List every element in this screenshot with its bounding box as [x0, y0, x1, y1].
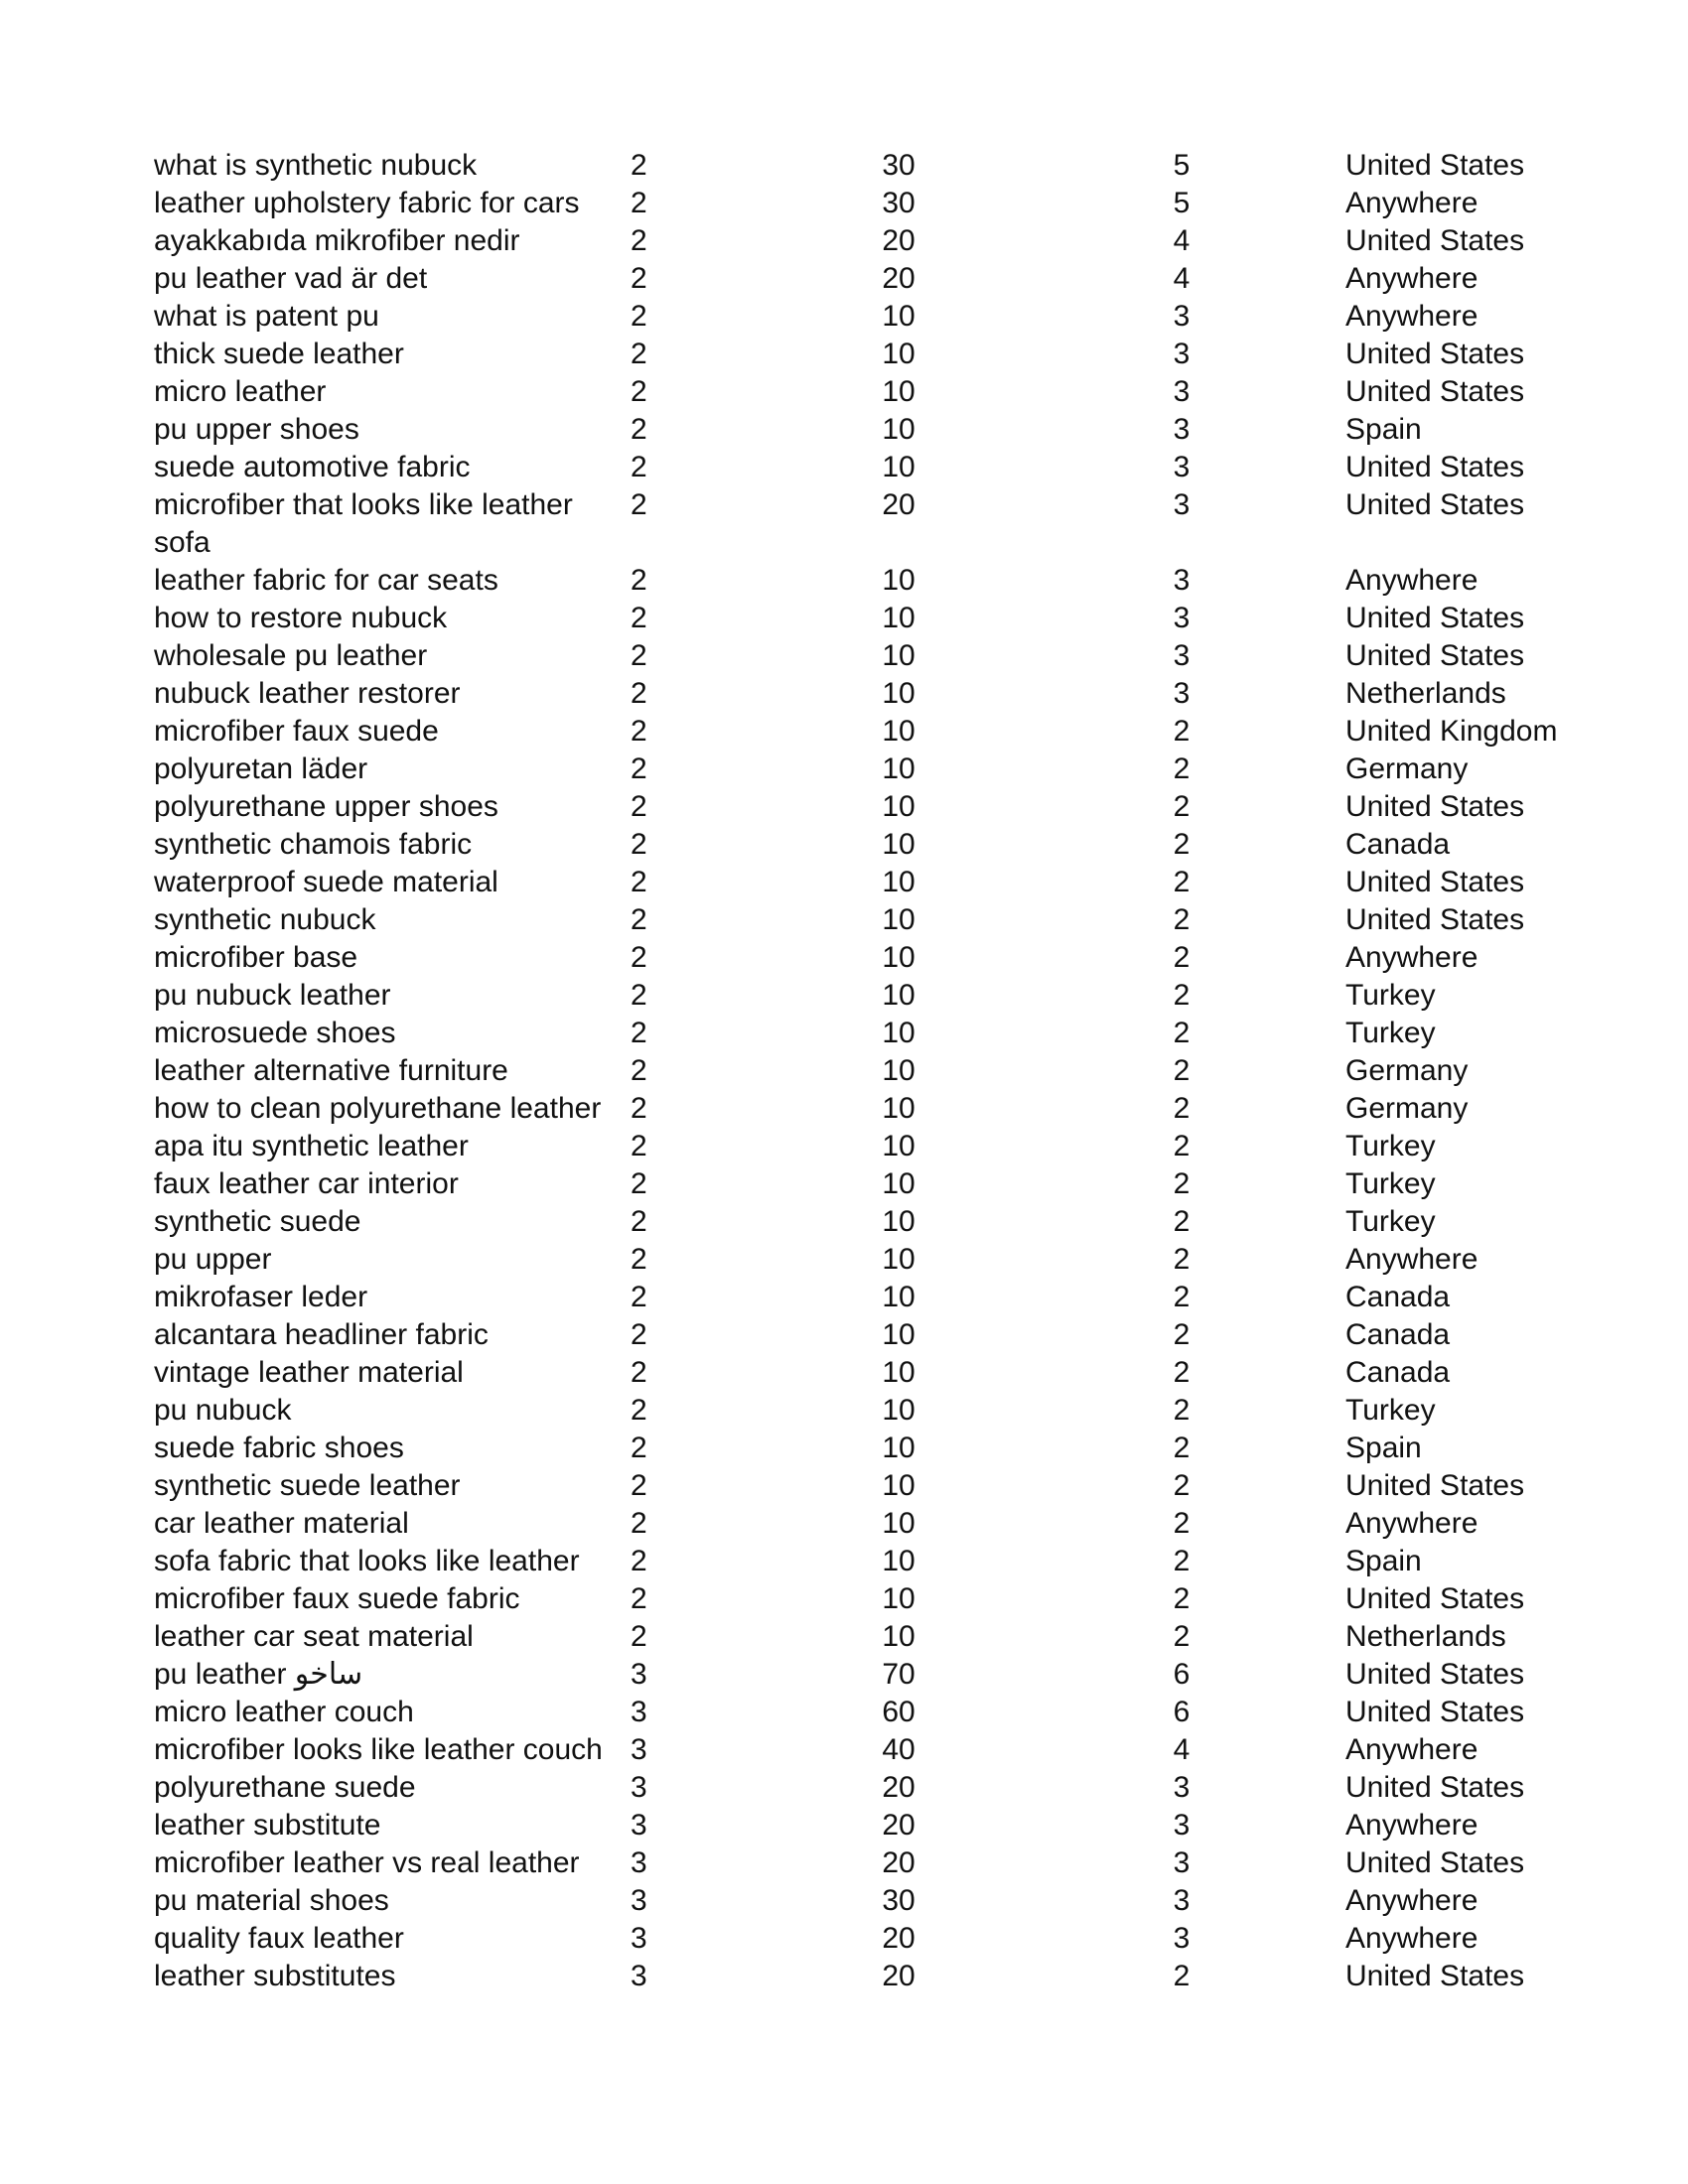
column-1-value: 2 — [631, 488, 647, 521]
keyword-cell: sofa fabric that looks like leather — [154, 1545, 580, 1577]
keyword-cell: car leather material — [154, 1507, 409, 1540]
column-3-value: 3 — [1173, 1884, 1191, 1917]
keyword-cell: wholesale pu leather — [154, 639, 428, 672]
column-1-value: 2 — [631, 715, 647, 748]
location-cell: Canada — [1345, 1318, 1451, 1351]
column-2-value: 10 — [882, 1469, 915, 1502]
keyword-cell: microsuede shoes — [154, 1017, 396, 1049]
location-cell: Turkey — [1345, 1017, 1436, 1049]
keyword-cell: pu material shoes — [154, 1884, 389, 1917]
table-row — [154, 1920, 1584, 1958]
column-2-value: 10 — [882, 715, 915, 748]
location-cell: United States — [1345, 451, 1525, 483]
column-1-value: 2 — [631, 451, 647, 483]
table-row — [154, 411, 1584, 449]
column-2-value: 30 — [882, 149, 915, 182]
keyword-cell: leather car seat material — [154, 1620, 474, 1653]
table-row — [154, 1543, 1584, 1580]
column-2-value: 10 — [882, 941, 915, 974]
column-2-value: 10 — [882, 790, 915, 823]
column-3-value: 2 — [1173, 866, 1191, 898]
keyword-cell: suede automotive fabric — [154, 451, 471, 483]
table-row — [154, 1882, 1584, 1920]
table-row — [154, 1354, 1584, 1392]
column-3-value: 2 — [1173, 1130, 1191, 1162]
table-row — [154, 637, 1584, 675]
column-3-value: 4 — [1173, 262, 1191, 295]
table-row — [154, 826, 1584, 864]
location-cell: Netherlands — [1345, 1620, 1506, 1653]
keyword-cell: synthetic chamois fabric — [154, 828, 473, 861]
location-cell: Anywhere — [1345, 1884, 1478, 1917]
column-2-value: 10 — [882, 677, 915, 710]
location-cell: United States — [1345, 1582, 1525, 1615]
table-row — [154, 1015, 1584, 1052]
location-cell: Turkey — [1345, 979, 1436, 1012]
column-1-value: 2 — [631, 1545, 647, 1577]
column-2-value: 10 — [882, 338, 915, 370]
location-cell: United States — [1345, 639, 1525, 672]
keyword-cell: vintage leather material — [154, 1356, 464, 1389]
table-row — [154, 751, 1584, 788]
location-cell: Spain — [1345, 413, 1422, 446]
keyword-cell: pu nubuck — [154, 1394, 292, 1427]
keyword-cell: micro leather — [154, 375, 327, 408]
column-3-value: 2 — [1173, 1507, 1191, 1540]
column-3-value: 3 — [1173, 1922, 1191, 1955]
keyword-cell: nubuck leather restorer — [154, 677, 461, 710]
column-1-value: 3 — [631, 1884, 647, 1917]
column-3-value: 3 — [1173, 1771, 1191, 1804]
location-cell: Spain — [1345, 1432, 1422, 1464]
column-1-value: 2 — [631, 866, 647, 898]
column-1-value: 3 — [631, 1658, 647, 1691]
keyword-cell: how to restore nubuck — [154, 602, 448, 634]
location-cell: Anywhere — [1345, 300, 1478, 333]
column-3-value: 3 — [1173, 564, 1191, 597]
table-row — [154, 260, 1584, 298]
column-1-value: 2 — [631, 1318, 647, 1351]
table-row — [154, 562, 1584, 600]
column-1-value: 3 — [631, 1922, 647, 1955]
location-cell: United States — [1345, 1696, 1525, 1728]
keyword-cell: microfiber faux suede fabric — [154, 1582, 520, 1615]
column-1-value: 2 — [631, 224, 647, 257]
location-cell: Germany — [1345, 1092, 1469, 1125]
location-cell: United States — [1345, 790, 1525, 823]
location-cell: Turkey — [1345, 1130, 1436, 1162]
keyword-cell: micro leather couch — [154, 1696, 414, 1728]
column-3-value: 3 — [1173, 639, 1191, 672]
location-cell: Canada — [1345, 828, 1451, 861]
keyword-cell: pu upper shoes — [154, 413, 359, 446]
column-2-value: 20 — [882, 1809, 915, 1842]
column-1-value: 3 — [631, 1733, 647, 1766]
location-cell: United States — [1345, 149, 1525, 182]
column-3-value: 2 — [1173, 941, 1191, 974]
location-cell: Anywhere — [1345, 1733, 1478, 1766]
table-row — [154, 336, 1584, 373]
column-2-value: 10 — [882, 1243, 915, 1276]
column-3-value: 2 — [1173, 1582, 1191, 1615]
column-2-value: 10 — [882, 1281, 915, 1313]
keyword-cell: what is patent pu — [154, 300, 379, 333]
column-3-value: 2 — [1173, 1545, 1191, 1577]
column-1-value: 3 — [631, 1960, 647, 1992]
column-1-value: 2 — [631, 1469, 647, 1502]
column-2-value: 10 — [882, 752, 915, 785]
table-row — [154, 1656, 1584, 1694]
table-row — [154, 1694, 1584, 1731]
keyword-cell: suede fabric shoes — [154, 1432, 404, 1464]
table-row — [154, 1241, 1584, 1279]
column-3-value: 3 — [1173, 1846, 1191, 1879]
column-1-value: 3 — [631, 1846, 647, 1879]
location-cell: United States — [1345, 1469, 1525, 1502]
location-cell: Canada — [1345, 1356, 1451, 1389]
table-row — [154, 1807, 1584, 1844]
location-cell: United States — [1345, 224, 1525, 257]
location-cell: United States — [1345, 602, 1525, 634]
column-2-value: 10 — [882, 1394, 915, 1427]
column-3-value: 5 — [1173, 187, 1191, 219]
table-row — [154, 1958, 1584, 1995]
column-1-value: 2 — [631, 1356, 647, 1389]
column-1-value: 2 — [631, 790, 647, 823]
column-2-value: 10 — [882, 1356, 915, 1389]
column-2-value: 10 — [882, 1167, 915, 1200]
keyword-cell: quality faux leather — [154, 1922, 404, 1955]
table-row — [154, 1128, 1584, 1165]
column-2-value: 10 — [882, 1582, 915, 1615]
column-2-value: 10 — [882, 1507, 915, 1540]
keyword-cell: leather upholstery fabric for cars — [154, 187, 580, 219]
column-2-value: 60 — [882, 1696, 915, 1728]
keyword-cell: synthetic suede leather — [154, 1469, 461, 1502]
keyword-cell: polyuretan läder — [154, 752, 368, 785]
column-2-value: 10 — [882, 1205, 915, 1238]
location-cell: Anywhere — [1345, 187, 1478, 219]
keyword-cell: microfiber base — [154, 941, 358, 974]
column-1-value: 3 — [631, 1696, 647, 1728]
table-row — [154, 939, 1584, 977]
column-3-value: 2 — [1173, 1205, 1191, 1238]
table-row — [154, 1505, 1584, 1543]
table-row — [154, 1844, 1584, 1882]
column-3-value: 3 — [1173, 677, 1191, 710]
table-body — [154, 147, 1584, 1995]
keyword-cell: leather substitutes — [154, 1960, 396, 1992]
column-3-value: 2 — [1173, 1092, 1191, 1125]
column-2-value: 10 — [882, 1092, 915, 1125]
column-1-value: 3 — [631, 1771, 647, 1804]
column-2-value: 20 — [882, 1846, 915, 1879]
keyword-cell: pu nubuck leather — [154, 979, 391, 1012]
column-1-value: 2 — [631, 602, 647, 634]
keyword-cell: polyurethane suede — [154, 1771, 416, 1804]
keyword-cell: what is synthetic nubuck — [154, 149, 478, 182]
location-cell: United States — [1345, 1960, 1525, 1992]
table-row — [154, 1731, 1584, 1769]
table-row — [154, 1052, 1584, 1090]
location-cell: United States — [1345, 1658, 1525, 1691]
location-cell: Anywhere — [1345, 262, 1478, 295]
column-2-value: 10 — [882, 639, 915, 672]
column-3-value: 3 — [1173, 375, 1191, 408]
location-cell: United States — [1345, 1771, 1525, 1804]
column-3-value: 3 — [1173, 338, 1191, 370]
column-1-value: 3 — [631, 1809, 647, 1842]
location-cell: Netherlands — [1345, 677, 1506, 710]
column-2-value: 30 — [882, 1884, 915, 1917]
table-row — [154, 1618, 1584, 1656]
keyword-cell: pu leather ساخو — [154, 1658, 363, 1691]
location-cell: Anywhere — [1345, 1922, 1478, 1955]
keyword-cell: waterproof suede material — [154, 866, 498, 898]
column-2-value: 10 — [882, 413, 915, 446]
column-1-value: 2 — [631, 262, 647, 295]
column-3-value: 2 — [1173, 1469, 1191, 1502]
column-1-value: 2 — [631, 1054, 647, 1087]
keyword-cell: ayakkabıda mikrofiber nedir — [154, 224, 520, 257]
column-2-value: 10 — [882, 1620, 915, 1653]
column-2-value: 20 — [882, 1922, 915, 1955]
table-row — [154, 864, 1584, 901]
column-3-value: 6 — [1173, 1658, 1191, 1691]
table-row — [154, 1467, 1584, 1505]
location-cell: United States — [1345, 338, 1525, 370]
column-2-value: 20 — [882, 488, 915, 521]
column-1-value: 2 — [631, 677, 647, 710]
table-row — [154, 901, 1584, 939]
location-cell: United States — [1345, 903, 1525, 936]
column-1-value: 2 — [631, 1243, 647, 1276]
location-cell: Turkey — [1345, 1394, 1436, 1427]
keyword-cell: thick suede leather — [154, 338, 404, 370]
column-2-value: 10 — [882, 903, 915, 936]
column-2-value: 20 — [882, 1771, 915, 1804]
keyword-cell: synthetic suede — [154, 1205, 361, 1238]
column-3-value: 2 — [1173, 1054, 1191, 1087]
keyword-cell: microfiber that looks like leather sofa — [154, 488, 573, 559]
table-row — [154, 1090, 1584, 1128]
keyword-cell: microfiber faux suede — [154, 715, 439, 748]
table-row — [154, 1430, 1584, 1467]
column-1-value: 2 — [631, 828, 647, 861]
column-3-value: 2 — [1173, 1017, 1191, 1049]
keyword-cell: pu leather vad är det — [154, 262, 428, 295]
keyword-cell: alcantara headliner fabric — [154, 1318, 489, 1351]
location-cell: Anywhere — [1345, 941, 1478, 974]
location-cell: United States — [1345, 866, 1525, 898]
column-3-value: 2 — [1173, 1167, 1191, 1200]
location-cell: Anywhere — [1345, 1243, 1478, 1276]
table-row — [154, 1316, 1584, 1354]
column-3-value: 4 — [1173, 1733, 1191, 1766]
column-1-value: 2 — [631, 1394, 647, 1427]
column-3-value: 4 — [1173, 224, 1191, 257]
table-row — [154, 147, 1584, 185]
column-3-value: 2 — [1173, 828, 1191, 861]
location-cell: Canada — [1345, 1281, 1451, 1313]
column-1-value: 2 — [631, 1582, 647, 1615]
column-2-value: 10 — [882, 1318, 915, 1351]
keyword-cell: synthetic nubuck — [154, 903, 376, 936]
location-cell: Anywhere — [1345, 1809, 1478, 1842]
column-1-value: 2 — [631, 1130, 647, 1162]
column-3-value: 3 — [1173, 300, 1191, 333]
table-row — [154, 222, 1584, 260]
column-1-value: 2 — [631, 979, 647, 1012]
column-2-value: 10 — [882, 451, 915, 483]
table-row — [154, 449, 1584, 486]
column-3-value: 3 — [1173, 1809, 1191, 1842]
column-2-value: 30 — [882, 187, 915, 219]
keyword-cell: microfiber leather vs real leather — [154, 1846, 580, 1879]
column-2-value: 10 — [882, 1017, 915, 1049]
table-row — [154, 486, 1584, 562]
column-1-value: 2 — [631, 1092, 647, 1125]
table-row — [154, 1769, 1584, 1807]
table-row — [154, 713, 1584, 751]
column-1-value: 2 — [631, 300, 647, 333]
column-3-value: 2 — [1173, 1243, 1191, 1276]
location-cell: Turkey — [1345, 1205, 1436, 1238]
column-2-value: 10 — [882, 1130, 915, 1162]
table-row — [154, 1580, 1584, 1618]
column-1-value: 2 — [631, 752, 647, 785]
keyword-cell: how to clean polyurethane leather — [154, 1092, 602, 1125]
column-2-value: 70 — [882, 1658, 915, 1691]
column-3-value: 2 — [1173, 1318, 1191, 1351]
column-2-value: 10 — [882, 866, 915, 898]
table-row — [154, 298, 1584, 336]
column-1-value: 2 — [631, 1507, 647, 1540]
location-cell: United States — [1345, 488, 1525, 521]
location-cell: Anywhere — [1345, 1507, 1478, 1540]
column-3-value: 3 — [1173, 451, 1191, 483]
table-row — [154, 675, 1584, 713]
column-1-value: 2 — [631, 1017, 647, 1049]
table-row — [154, 788, 1584, 826]
location-cell: United States — [1345, 375, 1525, 408]
location-cell: United Kingdom — [1345, 715, 1558, 748]
table-row — [154, 977, 1584, 1015]
column-3-value: 2 — [1173, 715, 1191, 748]
column-1-value: 2 — [631, 639, 647, 672]
location-cell: United States — [1345, 1846, 1525, 1879]
location-cell: Anywhere — [1345, 564, 1478, 597]
table-row — [154, 373, 1584, 411]
column-2-value: 10 — [882, 979, 915, 1012]
column-1-value: 2 — [631, 1432, 647, 1464]
keyword-cell: mikrofaser leder — [154, 1281, 368, 1313]
column-1-value: 2 — [631, 187, 647, 219]
column-1-value: 2 — [631, 1281, 647, 1313]
table-row — [154, 1165, 1584, 1203]
keyword-cell: apa itu synthetic leather — [154, 1130, 469, 1162]
column-2-value: 20 — [882, 262, 915, 295]
location-cell: Germany — [1345, 752, 1469, 785]
keyword-cell: leather alternative furniture — [154, 1054, 508, 1087]
column-1-value: 2 — [631, 413, 647, 446]
column-1-value: 2 — [631, 1205, 647, 1238]
table-row — [154, 1203, 1584, 1241]
column-3-value: 6 — [1173, 1696, 1191, 1728]
column-3-value: 2 — [1173, 752, 1191, 785]
column-1-value: 2 — [631, 338, 647, 370]
column-3-value: 2 — [1173, 1960, 1191, 1992]
column-1-value: 2 — [631, 149, 647, 182]
column-1-value: 2 — [631, 941, 647, 974]
column-3-value: 5 — [1173, 149, 1191, 182]
keyword-cell: pu upper — [154, 1243, 272, 1276]
location-cell: Turkey — [1345, 1167, 1436, 1200]
keyword-cell: faux leather car interior — [154, 1167, 459, 1200]
table-row — [154, 185, 1584, 222]
column-2-value: 10 — [882, 564, 915, 597]
keyword-cell: leather substitute — [154, 1809, 381, 1842]
column-1-value: 2 — [631, 903, 647, 936]
column-3-value: 2 — [1173, 1281, 1191, 1313]
column-3-value: 2 — [1173, 1356, 1191, 1389]
column-2-value: 20 — [882, 224, 915, 257]
column-1-value: 2 — [631, 1167, 647, 1200]
column-2-value: 10 — [882, 1054, 915, 1087]
column-2-value: 10 — [882, 828, 915, 861]
table-row — [154, 1279, 1584, 1316]
column-3-value: 2 — [1173, 1394, 1191, 1427]
column-3-value: 2 — [1173, 790, 1191, 823]
keyword-cell: leather fabric for car seats — [154, 564, 498, 597]
column-2-value: 10 — [882, 300, 915, 333]
column-3-value: 3 — [1173, 602, 1191, 634]
column-2-value: 10 — [882, 602, 915, 634]
column-3-value: 3 — [1173, 413, 1191, 446]
column-2-value: 10 — [882, 1432, 915, 1464]
keyword-cell: polyurethane upper shoes — [154, 790, 498, 823]
keyword-table — [154, 147, 1584, 1995]
column-3-value: 2 — [1173, 903, 1191, 936]
keyword-cell: microfiber looks like leather couch — [154, 1733, 603, 1766]
column-1-value: 2 — [631, 564, 647, 597]
table-row — [154, 600, 1584, 637]
column-2-value: 20 — [882, 1960, 915, 1992]
column-3-value: 2 — [1173, 979, 1191, 1012]
column-2-value: 10 — [882, 1545, 915, 1577]
column-1-value: 2 — [631, 1620, 647, 1653]
location-cell: Spain — [1345, 1545, 1422, 1577]
column-3-value: 3 — [1173, 488, 1191, 521]
column-3-value: 2 — [1173, 1432, 1191, 1464]
column-1-value: 2 — [631, 375, 647, 408]
location-cell: Germany — [1345, 1054, 1469, 1087]
column-3-value: 2 — [1173, 1620, 1191, 1653]
table-row — [154, 1392, 1584, 1430]
column-2-value: 10 — [882, 375, 915, 408]
column-2-value: 40 — [882, 1733, 915, 1766]
